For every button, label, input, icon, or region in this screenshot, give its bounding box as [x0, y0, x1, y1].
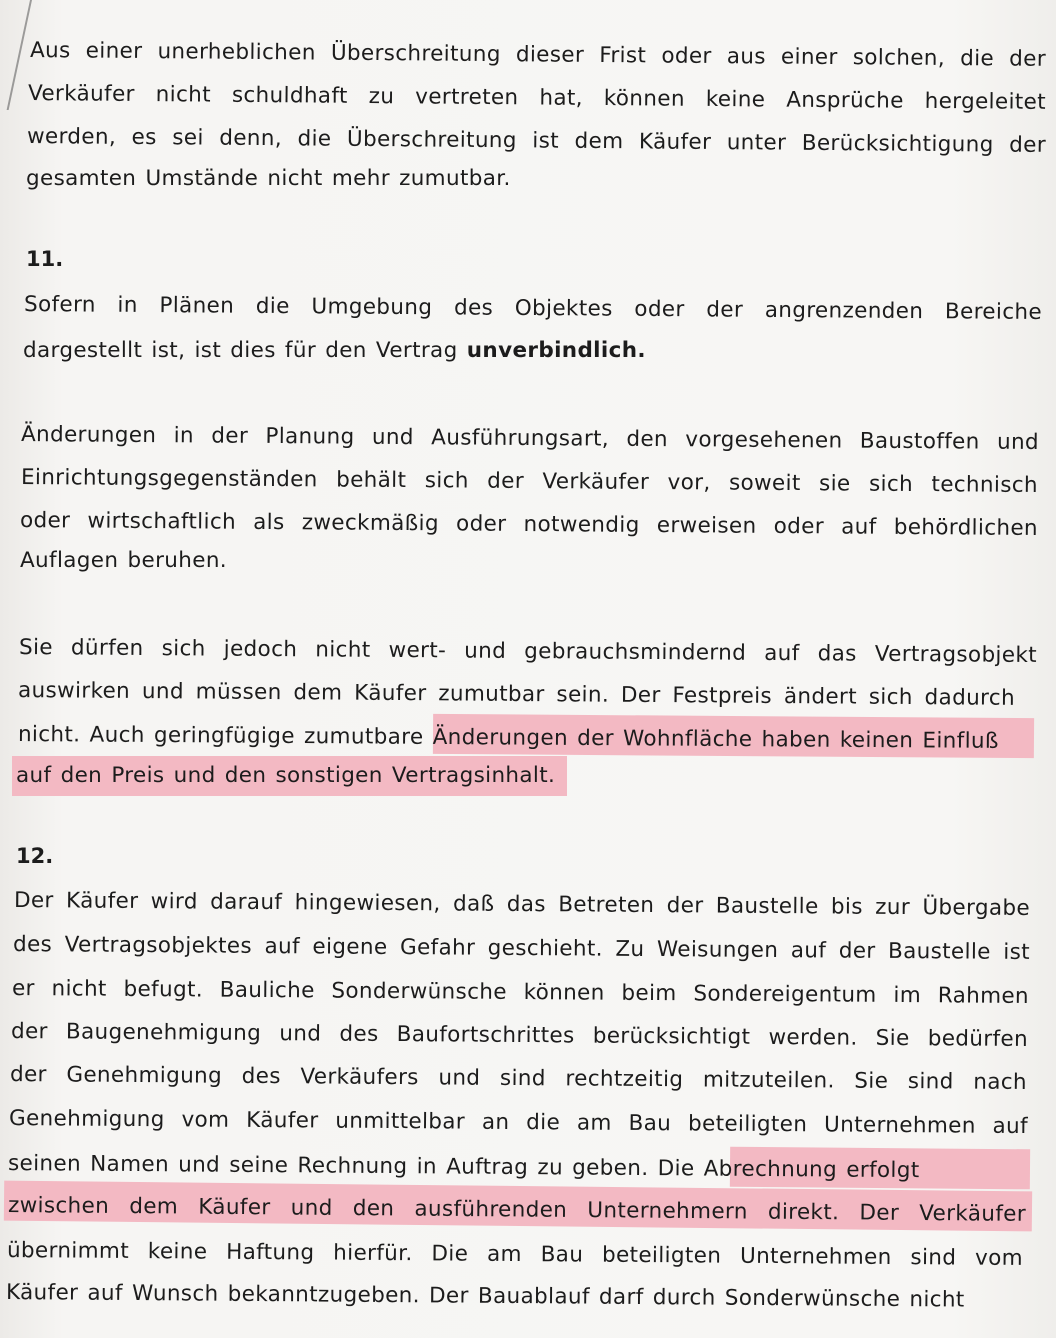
- section-11-number: 11.: [26, 247, 64, 271]
- section-11-p3-line-1: Sie dürfen sich jedoch nicht wert- und gebrauchsmindernd auf das Vertragsobjekt: [18, 635, 1038, 668]
- intro-line-1: Aus einer unerheblichen Überschreitung dieser Frist oder aus einer solchen, die der: [29, 38, 1047, 72]
- section-11-p1-line-2-text: dargestellt ist, ist dies für den Vertrag: [23, 338, 467, 363]
- section-12-line-4: der Baugenehmigung und des Baufortschrittes berücksichtigt werden. Sie bedürfen: [10, 1019, 1029, 1052]
- section-11-bold-term: unverbindlich.: [466, 338, 646, 363]
- section-11-p1-line-2: [23, 336, 646, 366]
- highlighted-text-abrechnung: Die Abrechnung erfolgt: [657, 1156, 920, 1184]
- section-11-p3-line-3: [18, 720, 999, 757]
- section-11-p3-line-4: auf den Preis und den sonstigen Vertragsinhalt.: [16, 763, 556, 788]
- section-11-p1-line-1: Sofern in Plänen die Umgebung des Objektes oder der angrenzenden Bereiche: [23, 292, 1043, 325]
- section-12-line-8: zwischen dem Käufer und den ausführenden Unternehmern direkt. Der Verkäufer: [7, 1193, 1027, 1227]
- section-11-p2-line-4: Auflagen beruhen.: [20, 548, 227, 573]
- intro-line-3: werden, es sei denn, die Überschreitung ist dem Käufer unter Berücksichtigung der: [26, 124, 1047, 158]
- section-12-line-1: Der Käufer wird darauf hingewiesen, daß das Betreten der Baustelle bis zur Übergabe: [13, 888, 1031, 921]
- intro-line-2: Verkäufer nicht schuldhaft zu vertreten hat, können keine Ansprüche hergeleitet: [27, 81, 1047, 115]
- intro-line-4: gesamten Umstände nicht mehr zumutbar.: [26, 166, 511, 191]
- section-12-line-10: Käufer auf Wunsch bekanntzugeben. Der Bauablauf darf durch Sonderwünsche nicht: [5, 1280, 965, 1313]
- section-12-line-2: des Vertragsobjektes auf eigene Gefahr geschieht. Zu Weisungen auf der Baustelle ist: [12, 932, 1031, 965]
- section-11-p2-line-2: Einrichtungsgegenständen behält sich der Verkäufer vor, soweit sie sich technisch: [20, 465, 1039, 498]
- section-11-p2-line-3: oder wirtschaftlich als zweckmäßig oder notwendig erweisen oder auf behördlichen: [19, 508, 1039, 541]
- section-12-line-9: übernimmt keine Haftung hierfür. Die am Bau beteiligten Unternehmen sind vom: [6, 1238, 1024, 1271]
- section-11-p3-line-3-plain: nicht. Auch geringfügige zumutbare: [17, 722, 433, 750]
- section-11-p3-line-2: auswirken und müssen dem Käufer zumutbar sein. Der Festpreis ändert sich dadurch: [17, 678, 1016, 711]
- section-12-line-7: [8, 1149, 920, 1186]
- section-12-line-3: er nicht befugt. Bauliche Sonderwünsche können beim Sondereigentum im Rahmen: [11, 976, 1030, 1009]
- section-11-p2-line-1: Änderungen in der Planung und Ausführungsart, den vorgesehenen Baustoffen und: [20, 422, 1040, 455]
- section-12-number: 12.: [16, 844, 54, 868]
- section-12-line-5: der Genehmigung des Verkäufers und sind rechtzeitig mitzuteilen. Sie sind nach: [9, 1062, 1028, 1095]
- section-12-line-7-plain: seinen Namen und seine Rechnung in Auftrag zu geben.: [7, 1151, 658, 1182]
- highlighted-text-wohnflaeche: Änderungen der Wohnfläche haben keinen Einfluß: [432, 724, 999, 754]
- section-12-line-6: Genehmigung vom Käufer unmittelbar an die am Bau beteiligten Unternehmen auf: [8, 1106, 1029, 1140]
